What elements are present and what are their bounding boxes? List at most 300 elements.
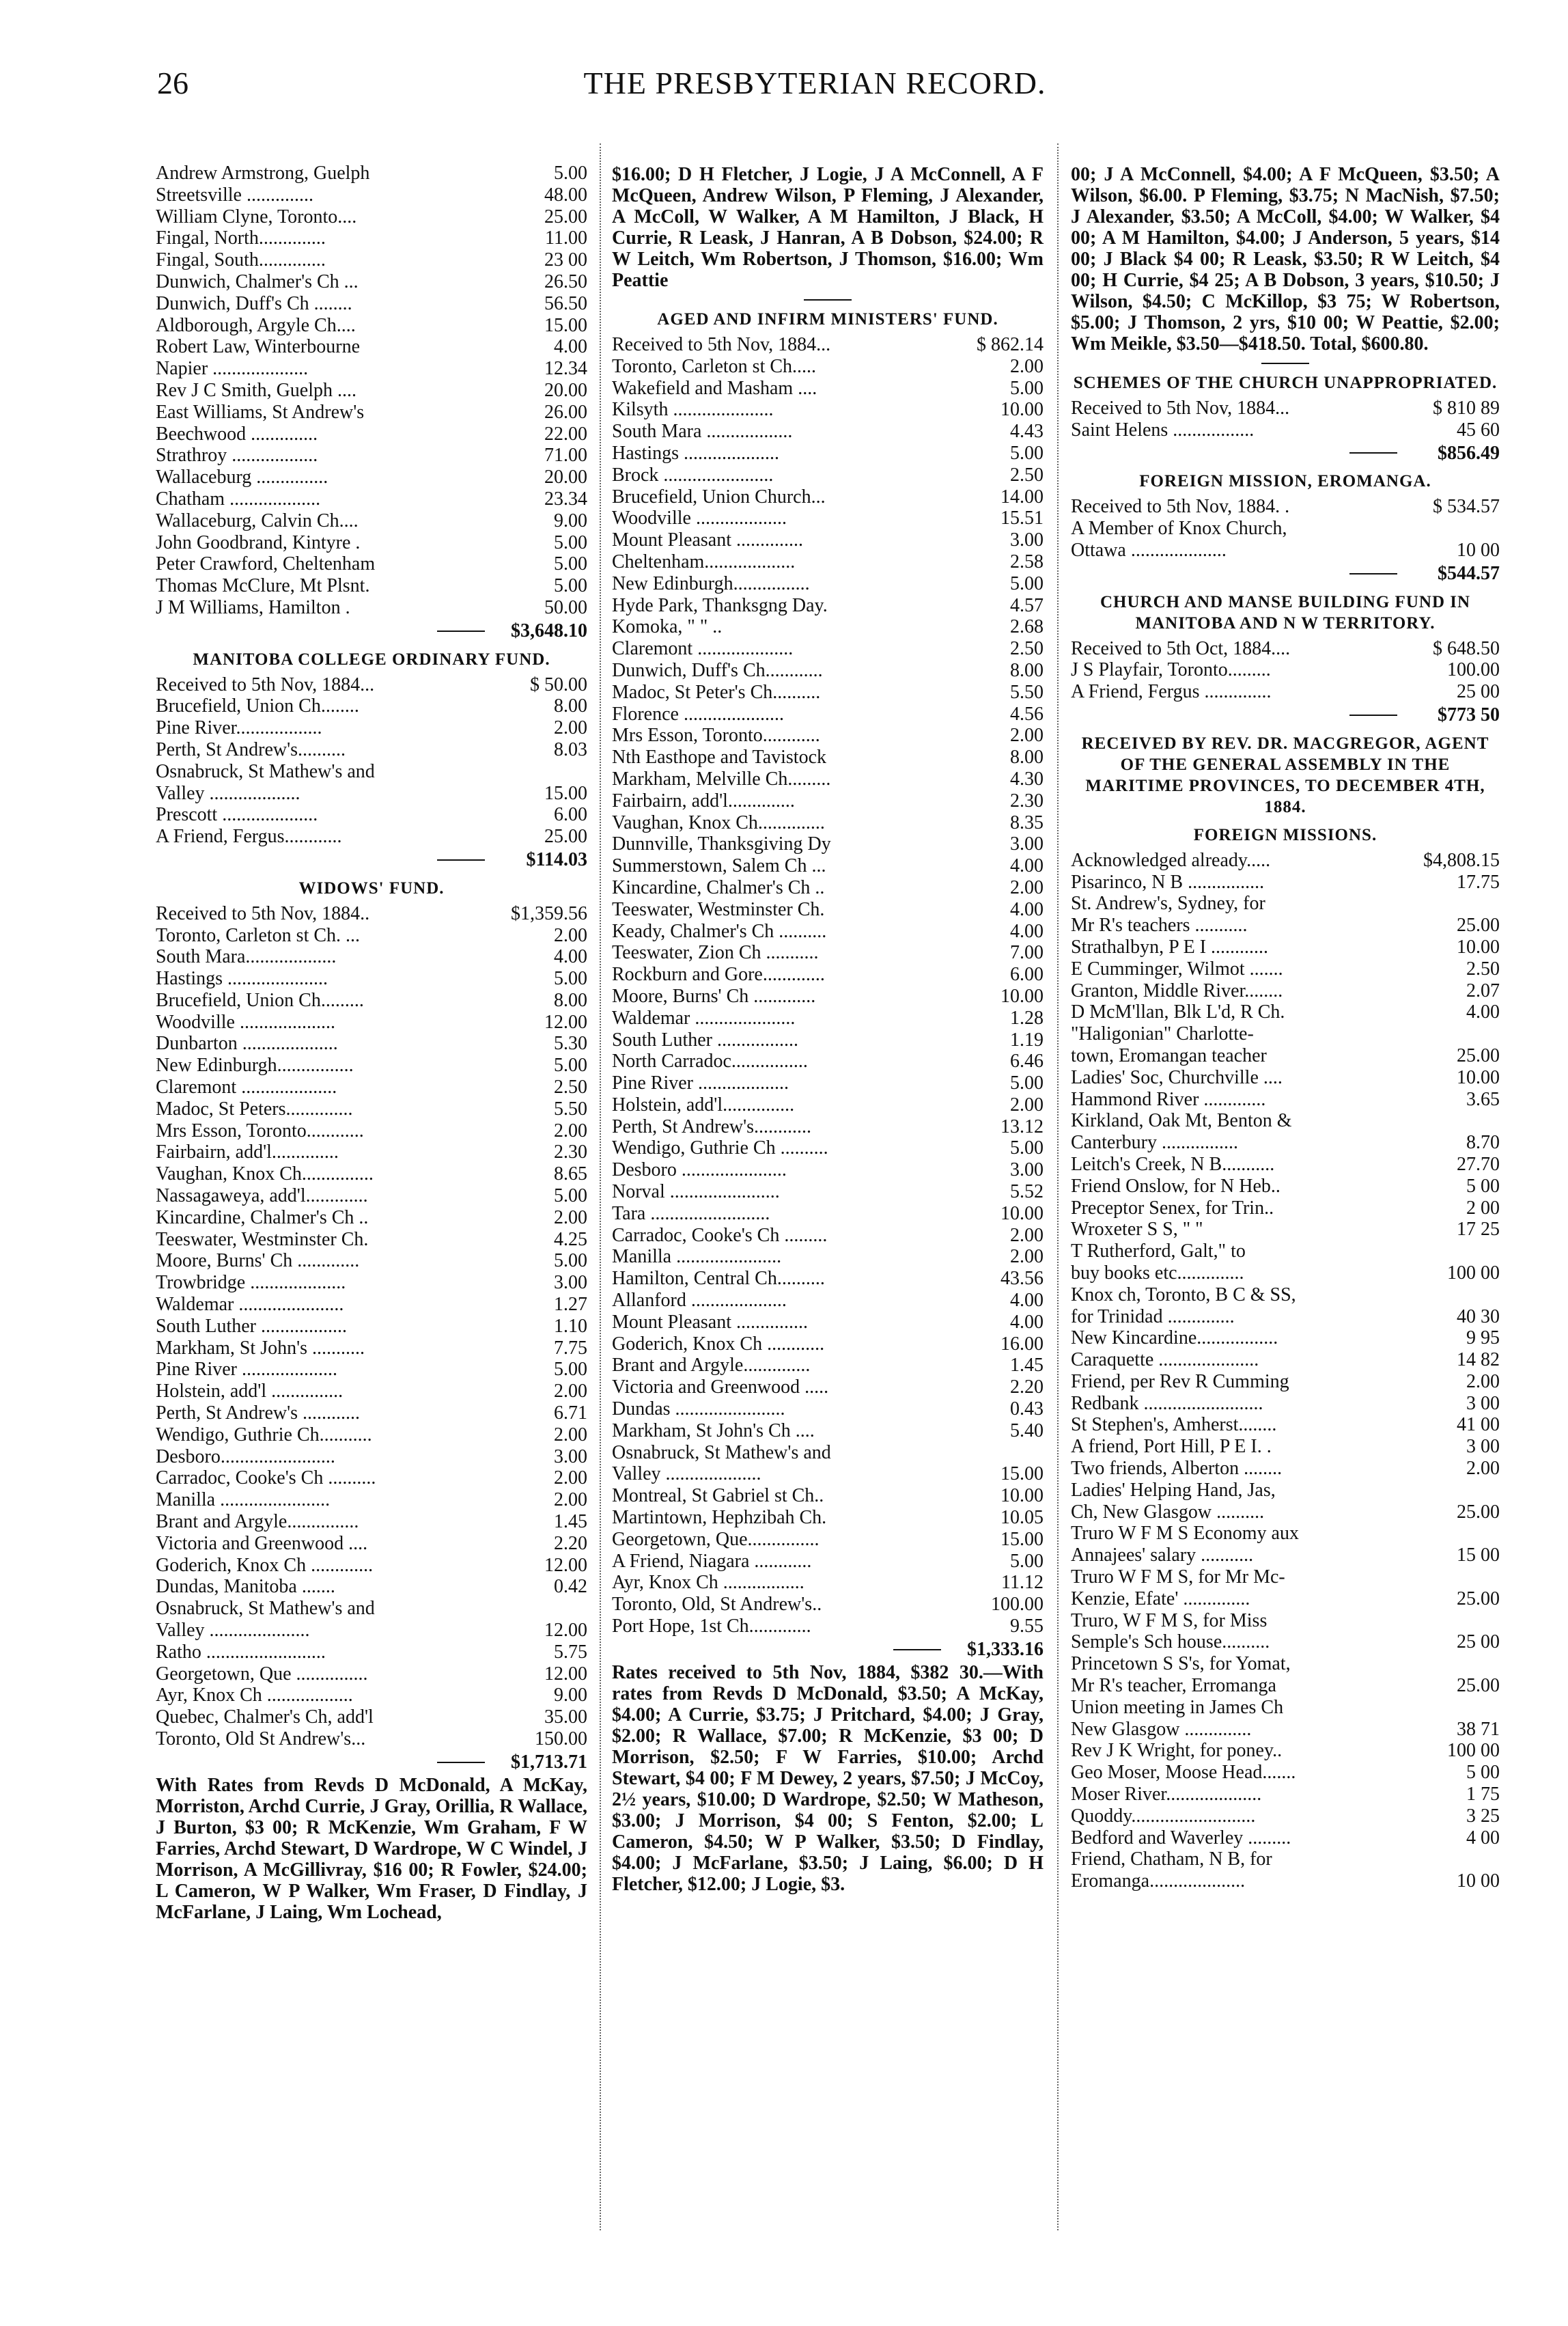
ledger-row bbox=[1071, 1241, 1500, 1262]
ledger-amount: 25 00 bbox=[1457, 681, 1500, 703]
ledger-row bbox=[1071, 540, 1500, 562]
ledger-row bbox=[156, 163, 587, 184]
ledger-label: Vaughan, Knox Ch............... bbox=[156, 1163, 374, 1185]
ledger-label: town, Eromangan teacher bbox=[1071, 1044, 1267, 1066]
ledger-label: Rev J K Wright, for poney.. bbox=[1071, 1740, 1283, 1762]
ledger-label: New Glasgow .............. bbox=[1071, 1718, 1252, 1740]
column-divider bbox=[600, 143, 601, 2230]
ledger-amount: 4.00 bbox=[554, 946, 587, 968]
ledger-row bbox=[156, 1272, 587, 1294]
ledger-amount: 100 00 bbox=[1447, 1262, 1500, 1284]
ledger-label: Carradoc, Cooke's Ch ......... bbox=[612, 1224, 828, 1246]
ledger-amount: 2.00 bbox=[554, 1381, 587, 1402]
ledger-amount: 25.00 bbox=[1457, 1588, 1500, 1609]
ledger-row bbox=[1071, 1327, 1500, 1349]
ledger-label: Friend, per Rev R Cumming bbox=[1071, 1370, 1289, 1392]
ledger-row bbox=[1071, 893, 1500, 915]
ledger-label: Markham, Melville Ch......... bbox=[612, 768, 831, 790]
ledger-label: Canterbury ................ bbox=[1071, 1132, 1238, 1154]
ledger-amount: 14 82 bbox=[1457, 1349, 1500, 1371]
ledger-row bbox=[156, 1120, 587, 1142]
ledger-label: Two friends, Alberton ........ bbox=[1071, 1458, 1283, 1480]
ledger-row bbox=[1071, 1176, 1500, 1197]
ledger-amount: 25.00 bbox=[544, 826, 587, 848]
ledger-amount: 10.00 bbox=[1000, 1485, 1044, 1507]
ledger-amount: 5.00 bbox=[554, 1359, 587, 1381]
ledger-amount: 12.00 bbox=[544, 1620, 587, 1641]
ledger-amount: 5.00 bbox=[1010, 1072, 1044, 1094]
ledger-amount: 15.00 bbox=[1000, 1463, 1044, 1485]
ledger-amount: 1.10 bbox=[554, 1315, 587, 1337]
ledger-row bbox=[1071, 1349, 1500, 1371]
ledger-row bbox=[156, 1359, 587, 1381]
ledger-row bbox=[612, 1181, 1044, 1203]
ledger-amount: 5.00 bbox=[1010, 572, 1044, 594]
section-total bbox=[156, 1752, 587, 1773]
ledger-label: Norval ....................... bbox=[612, 1181, 780, 1203]
ledger-label: Perth, St Andrew's ............ bbox=[156, 1402, 361, 1424]
ledger-row bbox=[612, 682, 1044, 704]
ledger-label: Port Hope, 1st Ch............. bbox=[612, 1616, 811, 1637]
ledger-amount: 8.35 bbox=[1010, 812, 1044, 833]
section-total bbox=[1071, 563, 1500, 585]
ledger-row bbox=[1071, 659, 1500, 681]
ledger-row bbox=[612, 1290, 1044, 1312]
total-rule bbox=[1349, 573, 1397, 574]
ledger-row bbox=[1071, 1827, 1500, 1849]
ledger-label: for Trinidad .............. bbox=[1071, 1305, 1235, 1327]
ledger-row bbox=[156, 1141, 587, 1163]
ledger-label: E Cumminger, Wilmot ....... bbox=[1071, 958, 1283, 980]
ledger-row bbox=[1071, 1067, 1500, 1089]
ledger-row bbox=[612, 1268, 1044, 1290]
ledger-amount: 2.00 bbox=[1010, 1094, 1044, 1116]
ledger-label: Mr R's teacher, Erromanga bbox=[1071, 1675, 1276, 1697]
ledger-row bbox=[156, 336, 587, 358]
section-heading: CHURCH AND MANSE BUILDING FUND IN MANITOBA AND N W TERRITORY. bbox=[1100, 592, 1471, 633]
ledger-amount: $1,359.56 bbox=[511, 902, 587, 924]
ledger-label: Quoddy.......................... bbox=[1071, 1805, 1256, 1827]
ledger-amount: 22.00 bbox=[544, 423, 587, 445]
ledger-amount: 2.00 bbox=[1010, 1246, 1044, 1268]
ledger-amount: 2.00 bbox=[1010, 355, 1044, 377]
ledger-row bbox=[612, 1594, 1044, 1616]
ledger-amount: 5.00 bbox=[1010, 442, 1044, 464]
ledger-row bbox=[1071, 1262, 1500, 1284]
ledger-amount: 5.00 bbox=[1010, 377, 1044, 399]
ledger-amount: 2 00 bbox=[1466, 1197, 1500, 1219]
ledger-amount: $ 534.57 bbox=[1433, 496, 1500, 518]
section-divider bbox=[804, 299, 852, 301]
ledger-amount: 2.58 bbox=[1010, 551, 1044, 572]
total-amount: $856.49 bbox=[1438, 442, 1500, 464]
ledger-label: Pine River .................... bbox=[156, 1359, 337, 1381]
ledger-row bbox=[1071, 980, 1500, 1002]
ledger-label: Teeswater, Westminster Ch. bbox=[156, 1228, 369, 1250]
ledger-label: Dunbarton .................... bbox=[156, 1033, 338, 1055]
ledger-row bbox=[156, 206, 587, 228]
ledger-row bbox=[612, 443, 1044, 465]
ledger-label: Eromanga.................... bbox=[1071, 1870, 1246, 1892]
ledger-row bbox=[156, 1424, 587, 1446]
section-total bbox=[1071, 704, 1500, 726]
ledger-row bbox=[156, 597, 587, 619]
section-total bbox=[156, 620, 587, 642]
ledger-amount: 150.00 bbox=[535, 1728, 587, 1749]
ledger-amount: 20.00 bbox=[544, 379, 587, 401]
ledger-label: Nth Easthope and Tavistock bbox=[612, 747, 827, 769]
ledger-row bbox=[1071, 1045, 1500, 1067]
ledger-row bbox=[156, 1250, 587, 1272]
ledger-label: Madoc, St Peter's Ch.......... bbox=[612, 681, 821, 703]
ledger-label: Moore, Burns' Ch ............. bbox=[612, 985, 816, 1007]
ledger-row bbox=[156, 739, 587, 761]
ledger-row bbox=[612, 1485, 1044, 1507]
ledger-label: Woodville .................... bbox=[156, 1011, 335, 1033]
ledger-row bbox=[612, 378, 1044, 400]
ledger-amount: 5.30 bbox=[554, 1033, 587, 1055]
ledger-amount: 3 00 bbox=[1466, 1392, 1500, 1414]
ledger-row bbox=[156, 1229, 587, 1251]
ledger-label: South Mara .................. bbox=[612, 421, 793, 443]
ledger-amount: 10.05 bbox=[1000, 1507, 1044, 1529]
ledger-row bbox=[156, 1338, 587, 1359]
total-rule bbox=[1349, 452, 1397, 454]
ledger-label: Granton, Middle River........ bbox=[1071, 980, 1283, 1001]
ledger-row bbox=[1071, 1480, 1500, 1501]
ledger-amount: 5.00 bbox=[1010, 1137, 1044, 1159]
ledger-label: Wakefield and Masham .... bbox=[612, 377, 817, 399]
ledger-amount: 6.00 bbox=[1010, 964, 1044, 986]
ledger-row bbox=[1071, 1284, 1500, 1306]
ledger-amount: 6.71 bbox=[554, 1402, 587, 1424]
section-heading: AGED AND INFIRM MINISTERS' FUND. bbox=[657, 310, 998, 329]
ledger-amount: 3.00 bbox=[1010, 529, 1044, 551]
ledger-row bbox=[612, 1072, 1044, 1094]
ledger-row bbox=[1071, 937, 1500, 958]
column-1 bbox=[156, 163, 587, 1924]
ledger-label: Napier .................... bbox=[156, 358, 309, 380]
ledger-amount: 20.00 bbox=[544, 467, 587, 488]
ledger-label: Hastings .................... bbox=[612, 442, 779, 464]
ledger-label: Goderich, Knox Ch ............ bbox=[612, 1333, 825, 1355]
ledger-label: Allanford .................... bbox=[612, 1290, 787, 1312]
ledger-label: Holstein, add'l ............... bbox=[156, 1381, 344, 1402]
ledger-amount: 25.00 bbox=[1457, 1675, 1500, 1697]
ledger-amount: 8.00 bbox=[1010, 659, 1044, 681]
ledger-label: Keady, Chalmer's Ch .......... bbox=[612, 920, 827, 942]
ledger-row bbox=[612, 899, 1044, 921]
ledger-row bbox=[156, 946, 587, 968]
ledger-amount: 12.00 bbox=[544, 1554, 587, 1576]
ledger-amount: 2.30 bbox=[1010, 790, 1044, 812]
ledger-amount: 10.00 bbox=[1457, 1066, 1500, 1088]
ledger-row bbox=[1071, 1653, 1500, 1675]
ledger-amount: 4.30 bbox=[1010, 768, 1044, 790]
ledger-row bbox=[612, 877, 1044, 899]
ledger-amount: 2.50 bbox=[1010, 464, 1044, 486]
ledger-label: Teeswater, Westminster Ch. bbox=[612, 898, 825, 920]
ledger-amount: 12.00 bbox=[544, 1011, 587, 1033]
ledger-label: Ratho ......................... bbox=[156, 1641, 326, 1663]
ledger-amount: 100.00 bbox=[991, 1594, 1044, 1616]
ledger-label: Received to 5th Oct, 1884.... bbox=[1071, 637, 1291, 659]
ledger-label: A Friend, Fergus .............. bbox=[1071, 681, 1272, 703]
ledger-amount: 4.00 bbox=[1010, 898, 1044, 920]
ledger-row bbox=[156, 1381, 587, 1402]
ledger-row bbox=[1071, 419, 1500, 441]
ledger-row bbox=[612, 704, 1044, 725]
ledger-label: Waldemar ..................... bbox=[612, 1007, 796, 1029]
total-rule bbox=[437, 631, 485, 632]
ledger-label: New Kincardine................. bbox=[1071, 1327, 1278, 1349]
ledger-amount: 4.25 bbox=[554, 1228, 587, 1250]
ledger-row bbox=[612, 942, 1044, 964]
ledger-label: Carradoc, Cooke's Ch .......... bbox=[156, 1467, 376, 1489]
ledger-row bbox=[612, 790, 1044, 812]
ledger-row bbox=[1071, 1566, 1500, 1588]
ledger-amount: 35.00 bbox=[544, 1706, 587, 1728]
ledger-row bbox=[612, 573, 1044, 595]
ledger-label: Semple's Sch house.......... bbox=[1071, 1631, 1270, 1653]
ledger-row bbox=[1071, 1371, 1500, 1393]
ledger-label: Valley ................... bbox=[156, 782, 300, 804]
ledger-amount: 8.03 bbox=[554, 738, 587, 760]
ledger-amount: 11.00 bbox=[545, 227, 587, 249]
total-rule bbox=[893, 1649, 941, 1650]
ledger-amount: 3.00 bbox=[554, 1445, 587, 1467]
total-amount: $773 50 bbox=[1438, 704, 1500, 725]
ledger-label: Ladies' Helping Hand, Jas, bbox=[1071, 1479, 1276, 1501]
ledger-label: Florence ..................... bbox=[612, 703, 784, 725]
ledger-label: Beechwood .............. bbox=[156, 423, 318, 445]
ledger-amount: 7.75 bbox=[554, 1337, 587, 1359]
ledger-label: Osnabruck, St Mathew's and bbox=[156, 1598, 375, 1620]
ledger-amount: 5.00 bbox=[554, 575, 587, 597]
ledger-row bbox=[1071, 1132, 1500, 1154]
ledger-row bbox=[1071, 1023, 1500, 1045]
ledger-amount: 2.50 bbox=[1466, 958, 1500, 980]
ledger-amount: 5.00 bbox=[554, 553, 587, 575]
ledger-label: Mount Pleasant ............... bbox=[612, 1311, 808, 1333]
ledger-amount: 5 00 bbox=[1466, 1175, 1500, 1197]
ledger-row bbox=[1071, 1697, 1500, 1719]
ledger-amount: 25.00 bbox=[544, 206, 587, 227]
total-rule bbox=[437, 1762, 485, 1763]
ledger-amount: 8.00 bbox=[1010, 747, 1044, 769]
ledger-label: Claremont .................... bbox=[612, 638, 794, 660]
ledger-label: Peter Crawford, Cheltenham bbox=[156, 553, 376, 575]
ledger-amount: 5.40 bbox=[1010, 1420, 1044, 1441]
ledger-label: Brant and Argyle.............. bbox=[612, 1355, 811, 1376]
ledger-row bbox=[612, 1094, 1044, 1116]
ledger-row bbox=[1071, 872, 1500, 894]
ledger-amount: 4.56 bbox=[1010, 703, 1044, 725]
ledger-label: Osnabruck, St Mathew's and bbox=[612, 1441, 831, 1463]
rates-paragraph: 00; J A McConnell, $4.00; A F McQueen, $3.50; A Wilson, $6.00. P Fleming, $3.75; N MacNish, $7.50; J Alexander, $3.50; A McColl, $4.00; W Walker, $4 00; A M Hamilton, $4.00; J Anderson, 5 years, $14 00; J Black $4 00; R Leask, $3.50; R W Leitch, $4 00; H Currie, $4 25; A B Dobson, 3 years, $10.50; J Wilson, $4.50; C McKillop, $3 75; W Robertson, $5.00; J Thomson, 2 yrs, $10 00; W Peattie, $2.00; Wm Meikle, $3.50—$418.50. Total, $600.80. bbox=[1071, 164, 1500, 355]
ledger-amount: 3.00 bbox=[1010, 833, 1044, 855]
ledger-row bbox=[1071, 850, 1500, 872]
ledger-amount: 10 00 bbox=[1457, 539, 1500, 561]
ledger-label: Wallaceburg ............... bbox=[156, 467, 328, 488]
ledger-row bbox=[1071, 1545, 1500, 1566]
ledger-amount: 5.52 bbox=[1010, 1181, 1044, 1203]
ledger-row bbox=[1071, 1306, 1500, 1328]
ledger-label: A Friend, Niagara ............ bbox=[612, 1550, 812, 1572]
ledger-amount: 2.00 bbox=[1466, 1458, 1500, 1480]
ledger-amount: 15.51 bbox=[1000, 508, 1044, 529]
ledger-label: South Mara................... bbox=[156, 946, 337, 968]
ledger-row bbox=[612, 1029, 1044, 1051]
ledger-amount: 1 75 bbox=[1466, 1784, 1500, 1805]
page-number: 26 bbox=[157, 66, 188, 100]
ledger-amount: 45 60 bbox=[1457, 419, 1500, 441]
ledger-label: Dunwich, Duff's Ch............ bbox=[612, 659, 823, 681]
ledger-row bbox=[612, 1051, 1044, 1072]
ledger-amount: 17.75 bbox=[1457, 871, 1500, 893]
ledger-label: Pine River.................. bbox=[156, 717, 322, 739]
ledger-row bbox=[156, 1446, 587, 1468]
ledger-label: Brant and Argyle............... bbox=[156, 1511, 359, 1533]
ledger-label: New Edinburgh................ bbox=[156, 1055, 354, 1077]
ledger-row bbox=[1071, 1762, 1500, 1784]
ledger-amount: 40 30 bbox=[1457, 1305, 1500, 1327]
ledger-label: Knox ch, Toronto, B C & SS, bbox=[1071, 1284, 1296, 1305]
ledger-label: Victoria and Greenwood ..... bbox=[612, 1376, 829, 1398]
ledger-label: Streetsville .............. bbox=[156, 184, 313, 206]
ledger-amount: 8.00 bbox=[554, 695, 587, 717]
ledger-row bbox=[612, 1420, 1044, 1442]
ledger-amount: 10.00 bbox=[1000, 985, 1044, 1007]
ledger-label: A Friend, Fergus............ bbox=[156, 826, 342, 848]
ledger-row bbox=[1071, 1001, 1500, 1023]
ledger-row bbox=[1071, 1805, 1500, 1827]
ledger-row bbox=[156, 968, 587, 990]
ledger-label: Strathroy .................. bbox=[156, 445, 318, 467]
ledger-row bbox=[612, 1616, 1044, 1637]
ledger-amount: 2.20 bbox=[1010, 1376, 1044, 1398]
ledger-label: Geo Moser, Moose Head....... bbox=[1071, 1762, 1296, 1784]
ledger-amount: 5.00 bbox=[1010, 1550, 1044, 1572]
ledger-label: Rockburn and Gore............. bbox=[612, 964, 825, 986]
ledger-amount: 48.00 bbox=[544, 184, 587, 206]
ledger-amount: 2.00 bbox=[554, 1489, 587, 1511]
ledger-row bbox=[1071, 1458, 1500, 1480]
ledger-amount: 15.00 bbox=[544, 314, 587, 336]
ledger-label: Andrew Armstrong, Guelph bbox=[156, 163, 370, 184]
ledger-amount: 4.00 bbox=[1466, 1001, 1500, 1023]
ledger-amount: 23.34 bbox=[544, 488, 587, 510]
ledger-row bbox=[612, 616, 1044, 638]
ledger-label: Brucefield, Union Ch......... bbox=[156, 989, 364, 1011]
section-heading: MANITOBA COLLEGE ORDINARY FUND. bbox=[193, 650, 550, 669]
section-total bbox=[612, 1639, 1044, 1661]
section-heading: FOREIGN MISSIONS. bbox=[1193, 825, 1377, 844]
ledger-label: Woodville ................... bbox=[612, 508, 787, 529]
ledger-label: Caraquette ..................... bbox=[1071, 1349, 1259, 1371]
ledger-label: Waldemar ...................... bbox=[156, 1294, 344, 1316]
ledger-amount: 5 00 bbox=[1466, 1762, 1500, 1784]
ledger-label: Markham, St John's Ch .... bbox=[612, 1420, 815, 1441]
ledger-label: J S Playfair, Toronto......... bbox=[1071, 659, 1271, 681]
ledger-row bbox=[156, 293, 587, 315]
ledger-amount: 1.19 bbox=[1010, 1029, 1044, 1051]
ledger-row bbox=[612, 334, 1044, 356]
ledger-row bbox=[612, 1398, 1044, 1420]
column-3 bbox=[1071, 163, 1500, 1892]
ledger-amount: 41 00 bbox=[1457, 1414, 1500, 1436]
ledger-label: Vaughan, Knox Ch.............. bbox=[612, 812, 825, 833]
ledger-label: A friend, Port Hill, P E I. . bbox=[1071, 1436, 1272, 1458]
ledger-amount: 2.00 bbox=[1010, 876, 1044, 898]
ledger-label: Goderich, Knox Ch ............. bbox=[156, 1554, 374, 1576]
ledger-label: Georgetown, Que ............... bbox=[156, 1663, 368, 1685]
ledger-row bbox=[1071, 1588, 1500, 1610]
ledger-label: Valley ..................... bbox=[156, 1620, 310, 1641]
ledger-amount: 2.00 bbox=[1010, 1224, 1044, 1246]
ledger-row bbox=[156, 575, 587, 597]
ledger-amount: 11.12 bbox=[1001, 1572, 1044, 1594]
ledger-amount: 2.07 bbox=[1466, 980, 1500, 1001]
ledger-label: East Williams, St Andrew's bbox=[156, 401, 365, 423]
ledger-row bbox=[1071, 1784, 1500, 1805]
ledger-row bbox=[612, 1442, 1044, 1464]
ledger-amount: 1.45 bbox=[1010, 1355, 1044, 1376]
ledger-label: Fairbairn, add'l.............. bbox=[612, 790, 795, 812]
ledger-amount: 3.65 bbox=[1466, 1088, 1500, 1110]
ledger-row bbox=[156, 1533, 587, 1555]
ledger-amount: 16.00 bbox=[1000, 1333, 1044, 1355]
ledger-amount: 5.00 bbox=[554, 1185, 587, 1207]
ledger-row bbox=[156, 1207, 587, 1229]
ledger-label: Mrs Esson, Toronto............ bbox=[612, 725, 820, 747]
ledger-label: Komoka, " " .. bbox=[612, 616, 723, 638]
ledger-row bbox=[156, 1098, 587, 1120]
ledger-label: Wendigo, Guthrie Ch........... bbox=[156, 1424, 372, 1445]
ledger-amount: 9.00 bbox=[554, 510, 587, 531]
ledger-row bbox=[156, 1685, 587, 1706]
ledger-label: Montreal, St Gabriel st Ch.. bbox=[612, 1485, 824, 1507]
ledger-row bbox=[612, 1507, 1044, 1529]
ledger-label: Ladies' Soc, Churchville .... bbox=[1071, 1066, 1283, 1088]
ledger-row bbox=[156, 674, 587, 696]
ledger-label: Brucefield, Union Ch........ bbox=[156, 695, 359, 717]
ledger-label: Toronto, Old, St Andrew's.. bbox=[612, 1594, 822, 1616]
ledger-row bbox=[1071, 1089, 1500, 1111]
ledger-row bbox=[156, 249, 587, 271]
ledger-row bbox=[612, 833, 1044, 855]
ledger-row bbox=[612, 1246, 1044, 1268]
ledger-row bbox=[1071, 1501, 1500, 1523]
ledger-amount: 5.00 bbox=[554, 163, 587, 184]
ledger-row bbox=[1071, 518, 1500, 540]
ledger-row bbox=[1071, 1870, 1500, 1892]
ledger-amount: 2.00 bbox=[554, 1120, 587, 1141]
ledger-label: Nassagaweya, add'l............. bbox=[156, 1185, 368, 1207]
total-amount: $544.57 bbox=[1438, 562, 1500, 584]
ledger-label: Bedford and Waverley ......... bbox=[1071, 1827, 1291, 1849]
total-rule bbox=[1349, 715, 1397, 716]
ledger-amount: 1.27 bbox=[554, 1294, 587, 1316]
ledger-row bbox=[612, 1572, 1044, 1594]
ledger-row bbox=[156, 315, 587, 337]
ledger-label: Desboro........................ bbox=[156, 1445, 335, 1467]
ledger-label: Hamilton, Central Ch.......... bbox=[612, 1268, 825, 1290]
ledger-row bbox=[1071, 1197, 1500, 1219]
ledger-amount: 6.46 bbox=[1010, 1051, 1044, 1072]
total-amount: $1,713.71 bbox=[511, 1751, 587, 1773]
ledger-row bbox=[156, 1163, 587, 1185]
